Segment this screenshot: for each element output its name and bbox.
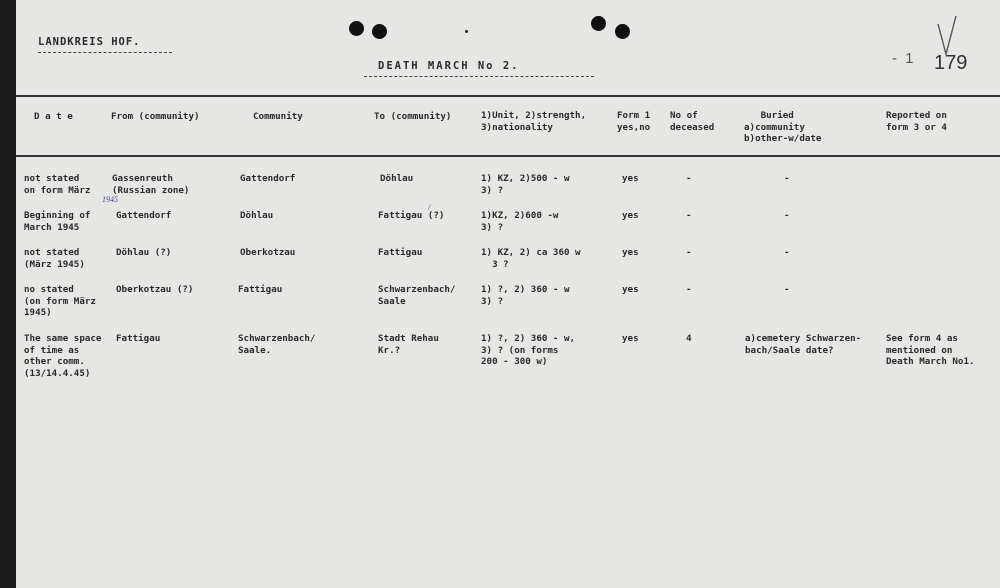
row5-to: Stadt Rehau Kr.? xyxy=(378,333,439,356)
row3-buried: - xyxy=(784,247,790,258)
row2-unit: 1)KZ, 2)600 -w 3) ? xyxy=(481,210,559,233)
row5-deceased: 4 xyxy=(686,333,692,344)
row2-from: Gattendorf xyxy=(116,210,172,221)
header-bottom-rule xyxy=(16,155,1000,157)
row2-to: Fattigau (?) xyxy=(378,210,445,221)
row4-from: Oberkotzau (?) xyxy=(116,284,194,295)
row5-date: The same space of time as other comm. (13/14.4.45) xyxy=(24,333,102,379)
row5-community: Schwarzenbach/ Saale. xyxy=(238,333,316,356)
handwritten-year-note: 1945 xyxy=(102,195,118,204)
row2-deceased: - xyxy=(686,210,692,221)
col-header-community: Community xyxy=(253,111,303,122)
col-header-buried: Buried a)community b)other-w/date xyxy=(744,110,822,144)
page-number-prefix: - 1 xyxy=(892,50,916,67)
row1-community: Gattendorf xyxy=(240,173,296,184)
row3-date: not stated (März 1945) xyxy=(24,247,85,270)
row3-form1: yes xyxy=(622,247,639,258)
row4-buried: - xyxy=(784,284,790,295)
row2-buried: - xyxy=(784,210,790,221)
small-dot xyxy=(465,30,468,33)
row3-from: Döhlau (?) xyxy=(116,247,172,258)
page-title: DEATH MARCH No 2. xyxy=(378,60,520,72)
punch-hole-3 xyxy=(591,16,606,31)
row1-date: not stated on form März xyxy=(24,173,91,196)
handwritten-caret-note: / xyxy=(428,203,431,212)
row3-unit: 1) KZ, 2) ca 360 w 3 ? xyxy=(481,247,581,270)
row3-community: Oberkotzau xyxy=(240,247,296,258)
landkreis-underline xyxy=(38,52,172,53)
page-number: 179 xyxy=(934,52,968,74)
punch-hole-1 xyxy=(349,21,364,36)
row2-form1: yes xyxy=(622,210,639,221)
col-header-form1: Form 1 yes,no xyxy=(617,110,651,133)
header-top-rule xyxy=(16,95,1000,97)
col-header-date: D a t e xyxy=(34,111,73,122)
row3-to: Fattigau xyxy=(378,247,423,258)
punch-hole-2 xyxy=(372,24,387,39)
row5-from: Fattigau xyxy=(116,333,161,344)
row4-date: no stated (on form März 1945) xyxy=(24,284,96,318)
col-header-deceased: No of deceased xyxy=(670,110,715,133)
row5-buried: a)cemetery Schwarzen- bach/Saale date? xyxy=(745,333,862,356)
row1-to: Döhlau xyxy=(380,173,414,184)
row5-unit: 1) ?, 2) 360 - w, 3) ? (on forms 200 - 300 w) xyxy=(481,333,576,367)
title-underline xyxy=(364,76,594,77)
row1-unit: 1) KZ, 2)500 - w 3) ? xyxy=(481,173,570,196)
row4-to: Schwarzenbach/ Saale xyxy=(378,284,456,307)
row4-deceased: - xyxy=(686,284,692,295)
row1-deceased: - xyxy=(686,173,692,184)
row2-community: Döhlau xyxy=(240,210,274,221)
col-header-to: To (community) xyxy=(374,111,452,122)
row1-from: Gassenreuth (Russian zone) xyxy=(112,173,190,196)
row4-community: Fattigau xyxy=(238,284,283,295)
row5-reported: See form 4 as mentioned on Death March No1. xyxy=(886,333,975,367)
row1-form1: yes xyxy=(622,173,639,184)
col-header-reported: Reported on form 3 or 4 xyxy=(886,110,947,133)
document-page xyxy=(16,0,1000,588)
row1-buried: - xyxy=(784,173,790,184)
col-header-unit: 1)Unit, 2)strength, 3)nationality xyxy=(481,110,587,133)
row5-form1: yes xyxy=(622,333,639,344)
row2-date: Beginning of March 1945 xyxy=(24,210,91,233)
punch-hole-4 xyxy=(615,24,630,39)
landkreis-label: LANDKREIS HOF. xyxy=(38,36,141,48)
row4-form1: yes xyxy=(622,284,639,295)
row4-unit: 1) ?, 2) 360 - w 3) ? xyxy=(481,284,570,307)
row3-deceased: - xyxy=(686,247,692,258)
col-header-from: From (community) xyxy=(111,111,200,122)
